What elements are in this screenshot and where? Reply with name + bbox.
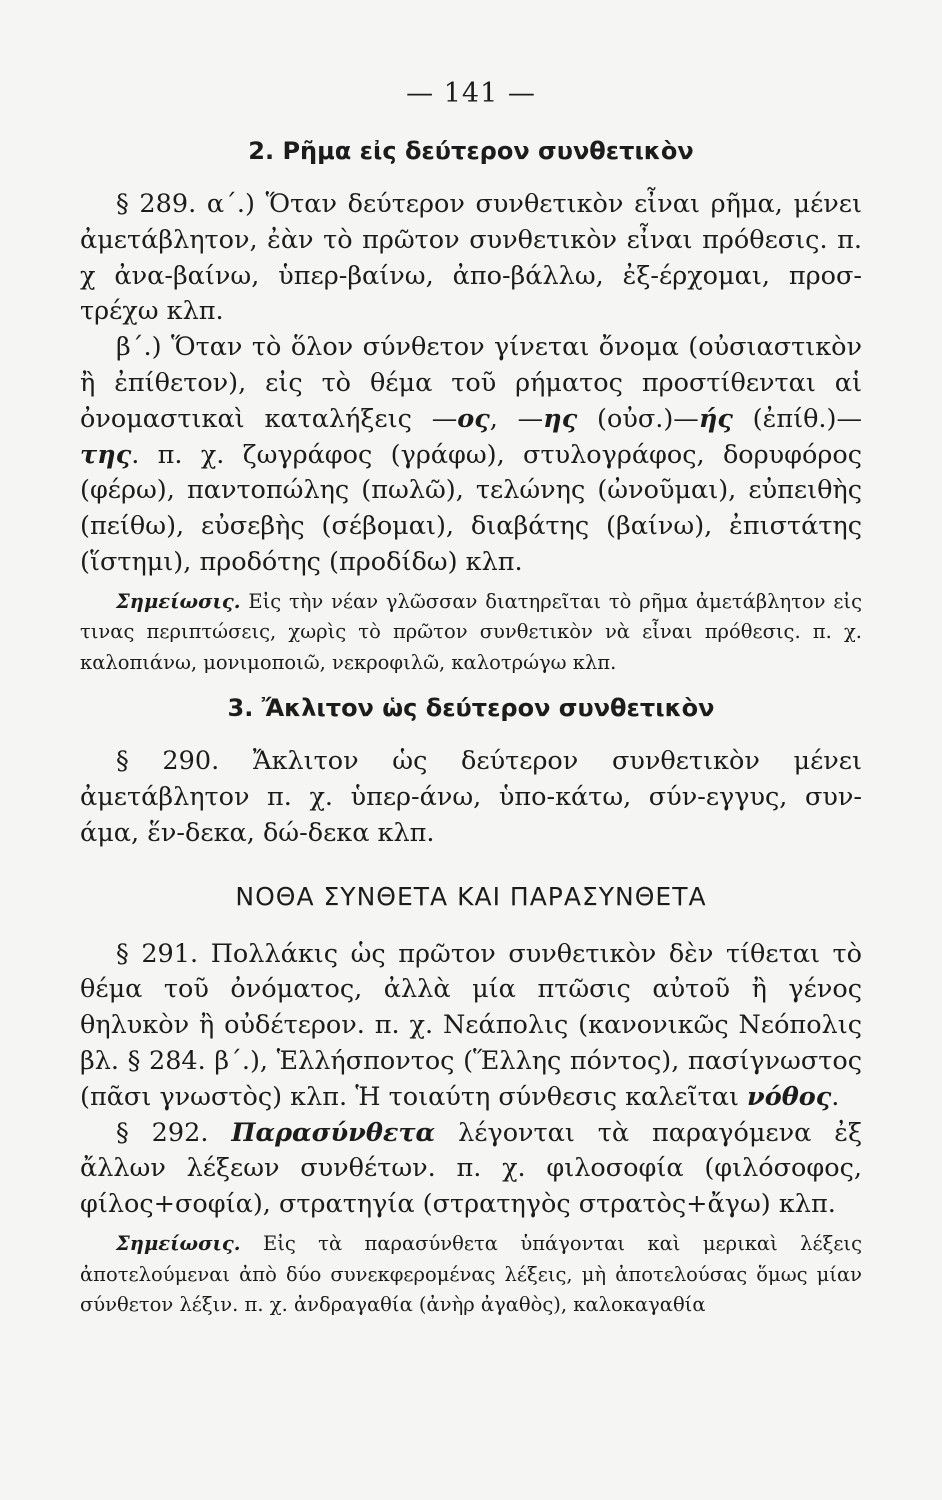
paragraph-292-number: § 292. (116, 1117, 232, 1148)
section-heading-verb: 2. Ρῆμα εἰς δεύτερον συνθετικὸν (248, 137, 694, 165)
paragraph-289a: § 289. α΄.) Ὅταν δεύτερον συνθετικὸν εἶναι ρῆμα, μένει ἀμετάβλητον, ἐὰν τὸ πρῶτον συνθετικὸν εἶναι πρόθεσις. π. χ ἀνα-βαίνω, ὑπερ-βαίνω, ἀπο-βάλλω, ἐξ-έρχομαι, προσ-τρέχω κλπ. (80, 189, 862, 327)
paragraph-292 (80, 1116, 862, 1223)
suffix-hs-accented: ής (698, 403, 733, 434)
separator: , — (489, 403, 544, 434)
paragraph-290: § 290. Ἄκλιτον ὡς δεύτερον συνθετικὸν μένει ἀμετάβλητον π. χ. ὑπερ-άνω, ὑπο-κάτω, σύν-εγγυς, συν-άμα, ἕν-δεκα, δώ-δεκα κλπ. (80, 746, 862, 848)
noun-marker: (οὐσ.)— (577, 403, 699, 434)
term-nothos: νόθος (747, 1081, 832, 1112)
paragraph-289b-text: β΄.) Ὅταν τὸ ὅλον σύνθετον γίνεται ὄνομα (οὐσιαστικὸν ἢ ἐπίθετον), εἰς τὸ θέμα τοῦ ρήματος προστίθενται αἱ ὀνομαστικαὶ καταλήξεις — (80, 332, 862, 434)
note-text: Εἰς τὰ παρασύνθετα ὑπάγονται καὶ μερικαὶ λέξεις ἀποτελούμεναι ἀπὸ δύο συνεκφερομένας λέξεις, μὴ ἀποτελούσας ὅμως μίαν σύνθετον λέξιν. π. χ. ἀνδραγαθία (ἀνὴρ ἀγαθὸς), καλοκαγαθία (80, 1232, 862, 1317)
paragraph-289b-examples: . π. χ. ζωγράφος (γράφω), στυλογράφος, δορυφόρος (φέρω), παντοπώλης (πωλῶ), τελώνης (ὠνοῦμαι), εὐπειθὴς (πείθω), εὐσεβὴς (σέβομαι), διαβάτης (βαίνω), ἐπιστάτης (ἵστημι), προδότης (προδίδω) κλπ. (80, 439, 862, 577)
note-text: Εἰς τὴν νέαν γλῶσσαν διατηρεῖται τὸ ρῆμα ἀμετάβλητον εἰς τινας περιπτώσεις, χωρὶς τὸ πρῶτον συνθετικὸν νὰ εἶναι πρόθεσις. π. χ. καλοπιάνω, μονιμοποιῶ, νεκροφιλῶ, καλοτρώγω κλπ. (80, 589, 862, 674)
suffix-ths: της (80, 439, 132, 470)
paragraph-291-end: . (831, 1081, 840, 1112)
page-number: — 141 — (406, 78, 536, 109)
suffix-hs: ης (543, 403, 578, 434)
paragraph-292-text: λέγονται τὰ παραγόμενα ἐξ ἄλλων λέξεων συνθέτων. π. χ. φιλοσοφία (φιλόσοφος, φίλος+σοφία), στρατηγία (στρατηγὸς στρατὸς+ἄγω) κλπ. (80, 1117, 862, 1220)
paragraph-291 (80, 937, 862, 1116)
note-label: Σημείωσις. (116, 1232, 241, 1256)
note-verb (80, 587, 862, 679)
adjective-marker: (ἐπίθ.)— (732, 403, 862, 434)
paragraph-289b (80, 330, 862, 581)
chapter-title: ΝΟΘΑ ΣΥΝΘΕΤΑ ΚΑΙ ΠΑΡΑΣΥΝΘΕΤΑ (235, 881, 707, 911)
paragraph-291-text: § 291. Πολλάκις ὡς πρῶτον συνθετικὸν δὲν τίθεται τὸ θέμα τοῦ ὀνόματος, ἀλλὰ μία πτῶσις αὐτοῦ ἢ γένος θηλυκὸν ἢ οὐδέτερον. π. χ. Νεάπολις (κανονικῶς Νεόπολις βλ. § 284. β΄.), Ἑλλήσποντος (Ἕλλης πόντος), πασίγνωστος (πᾶσι γνωστὸς) κλπ. Ἡ τοιαύτη σύνθεσις καλεῖται (80, 938, 862, 1112)
note-label: Σημείωσις. (116, 589, 241, 613)
suffix-os: ος (457, 403, 490, 434)
term-parasyntheta: Παρασύνθετα (231, 1117, 436, 1148)
section-heading-indeclinable: 3. Ἄκλιτον ὡς δεύτερον συνθετικὸν (227, 694, 715, 723)
note-parasyntheta (80, 1229, 862, 1321)
